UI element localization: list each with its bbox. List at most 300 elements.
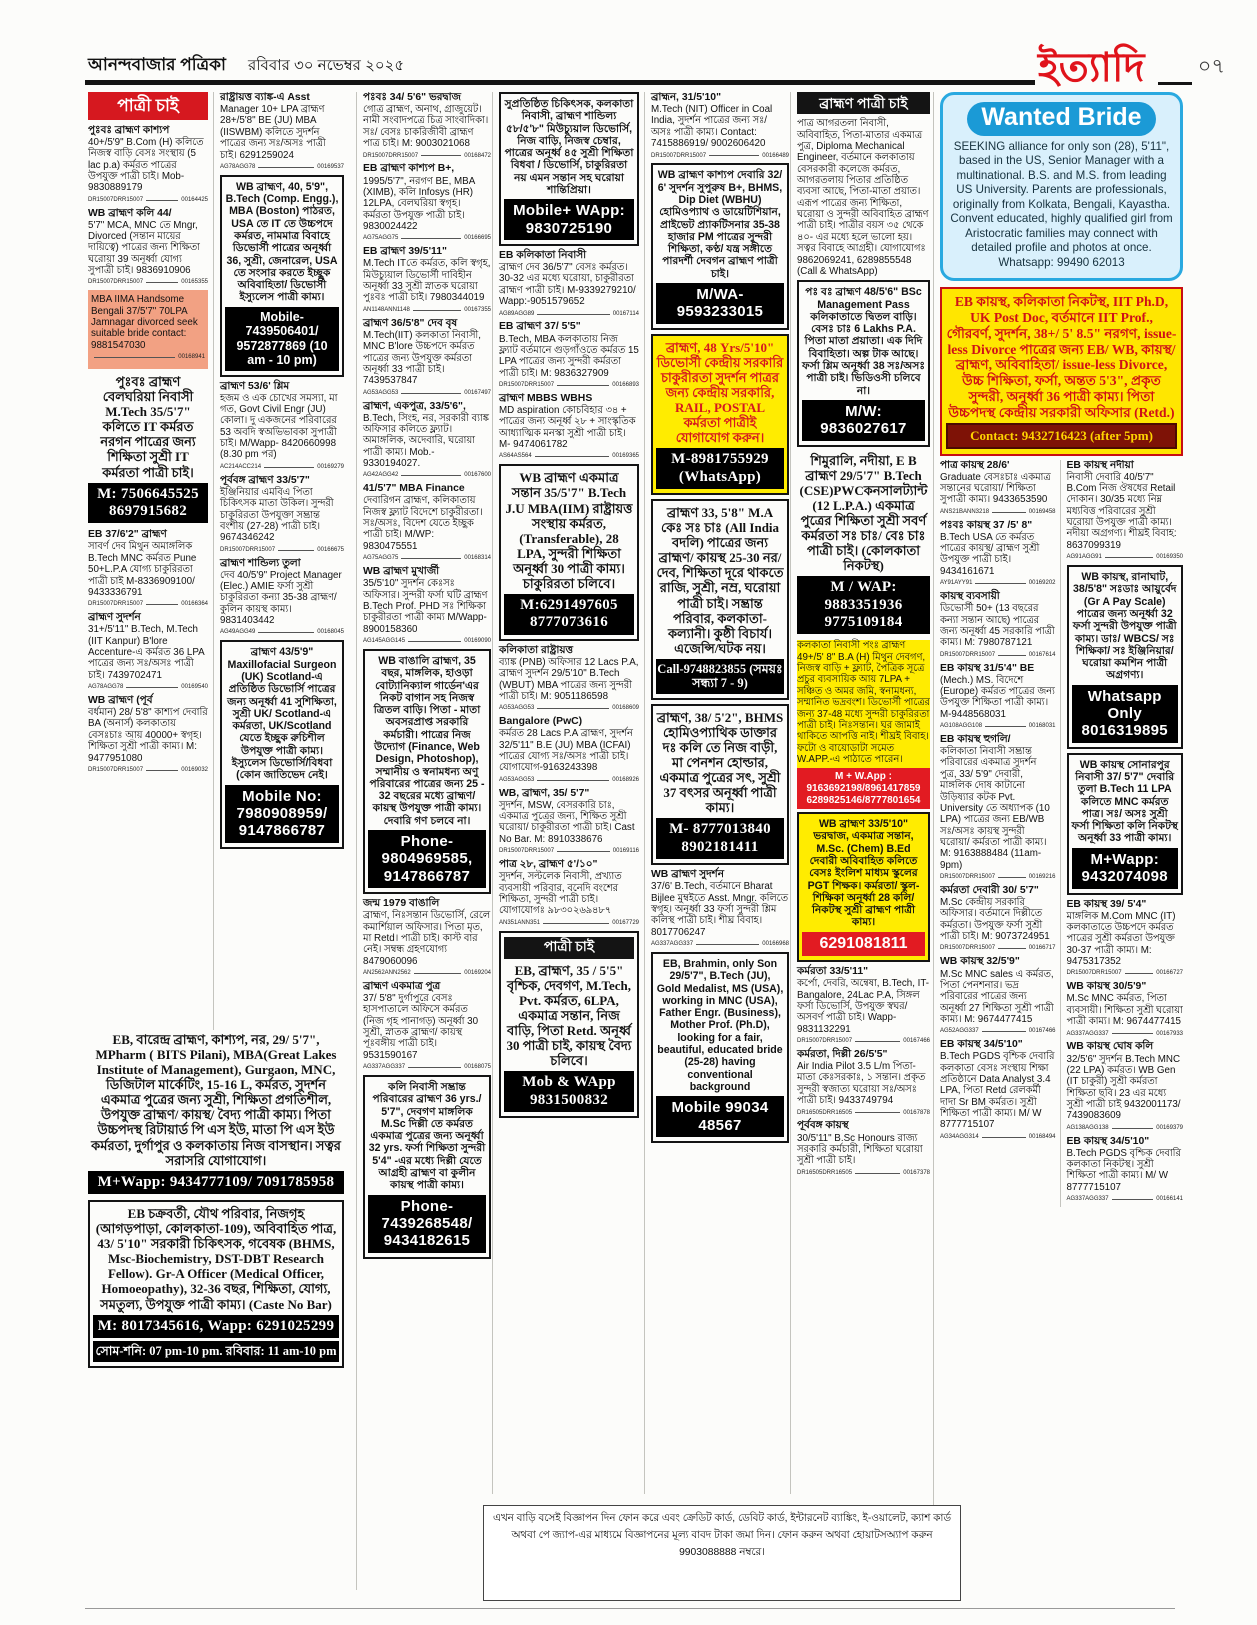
ad-text: WB ব্রাহ্মণ 33/5'10" ভরদ্বাজ, একমাত্র সন্তান, M.Sc. (Chem) B.Ed দেবারী অবিবাহিত কলিতে বেসঃ ইংলিশ মাধ্যম স্কুলের PGT শিক্ষক। কর্মরতা/ স্কুল-শিক্ষিকা অনূর্ধ্বা 28 কলি/নিকটস্থ সুশ্রী ব্রাহ্মণ পাত্রী কাম্য। xyxy=(807,818,920,929)
ad-contact-hours: সোম-শনি: 07 pm-10 pm. রবিবার: 11 am-10 pm xyxy=(93,1341,339,1362)
right-column-pair xyxy=(933,92,1183,1590)
classified-ad xyxy=(651,499,789,700)
classified-ad xyxy=(940,591,1056,658)
ad-text: ব্রাহ্মণ, নিঃসন্তান ডিভোর্সি, রেলে কমার্শিয়াল অফিসার। পিতা মৃত, মা Retd। পাত্রী চাই। কাস্ট বার নেই। সম্বন্ধ গ্রহণযোগ্য 8479060096 xyxy=(363,910,491,967)
ad-text: মাঙ্গলিক M.Com MNC (IT) কলকাতাতে উচ্চপদে কর্মরত পাত্রের সুশ্রী কর্মরতা উপযুক্ত 30-37 পাত্রী কাম্য। M: 9475317352 xyxy=(1066,910,1176,968)
ad-heading: ব্রাহ্মণ শান্ডিল্য তুলা xyxy=(220,557,301,569)
ad-contact-number: M+Wapp: 9434777109/ 7091785958 xyxy=(88,1171,344,1194)
ad-body xyxy=(499,788,639,846)
ad-code-left: DR15007DRR15007 xyxy=(88,601,144,608)
ad-code xyxy=(1067,970,1184,977)
classified-ad xyxy=(651,869,789,948)
ad-code xyxy=(499,382,639,389)
ad-code-left: DR15007DRR15007 xyxy=(651,152,707,159)
ad-code xyxy=(499,848,639,855)
classified-ad xyxy=(499,92,639,246)
ad-body xyxy=(797,1049,930,1107)
ad-code xyxy=(220,547,344,554)
ad-heading: পাত্র ২৮, ব্রাহ্মণ ৫'/১০" xyxy=(499,859,598,871)
ad-code-right: 00168926 xyxy=(612,776,639,783)
classified-ad xyxy=(499,250,639,317)
ad-code xyxy=(220,164,344,171)
ad-text: EB, ব্রাহ্মণ, 35 / 5'5" বৃশ্চিক, দেবগণ, M.Tech, Pvt. কর্মরত, 6LPA, একমাত্র সন্তান, নিজ বাড়ি, পিতা Retd. অনূর্ধ্ব 30 পাত্রী চাই, কায়স্থ বৈদ্য চলিবে। xyxy=(506,962,632,1069)
ad-code-left: AG108AGG108 xyxy=(940,723,983,730)
ad-text: B.Tech, MBA কলকাতায় নিজ ফ্ল্যাট বর্তমানে গুড়গাঁওতে কর্মরত 15 LPA পাত্রের জন্য সুন্দরী কর্মরতা পাত্রী চাই। M: 9836327909 xyxy=(499,333,639,379)
ad-code xyxy=(797,1110,930,1117)
ad-heading: কায়স্থ ব্যবসায়ী xyxy=(940,591,1000,603)
ad-code-right: 00167878 xyxy=(903,1109,930,1116)
ad-text: পাত্র আগরতলা নিবাসী, অবিবাহিত, পিতা-মাতার একমাত্র পুত্র, Diploma Mechanical Engineer, বর্তমানে কলকাতায় বেসরকারী কলেজে কর্মরত, আগরতলায় পিতার প্রতিষ্ঠিত ব্যবসা আছে, পিতা-মাতা প্রয়াত। এরূপ পাত্রের জন্য শিক্ষিতা, ঘরোয়া ও সুন্দরী অবিবাহিত ব্রাহ্মণ পাত্রী চাই। পাত্রীর বয়স ৩৫ থেকে ৪০- এর মধ্যে হলে ভালো হয়। সত্বর বিবাহে আগ্রহী। যোগাযোগঃ 9862069241, 6289855548 (Call & WhatsApp) xyxy=(797,118,929,277)
ad-code-rule xyxy=(278,550,314,551)
ad-code-left: AG337AGG337 xyxy=(1066,1196,1109,1203)
ad-body xyxy=(656,710,784,816)
ad-heading: WB কায়স্থ 30/5'9" xyxy=(1066,981,1147,993)
ad-body xyxy=(940,1039,1056,1131)
ad-code-right: 00167933 xyxy=(1156,1030,1183,1037)
ad-code-left: AG34AGG314 xyxy=(940,1133,979,1140)
ad-code xyxy=(88,767,208,774)
ad-heading: ব্রাহ্মণ MBBS WBHS xyxy=(499,392,593,404)
classified-ad xyxy=(651,163,789,329)
ad-heading: ব্রাহ্মণ 36/5'8" দেব বৃষ xyxy=(363,317,458,329)
page-number: ০৭ xyxy=(1197,55,1225,78)
ad-code-left: AG337AGG337 xyxy=(651,941,694,948)
ad-code-left: AG138AGG138 xyxy=(1066,1124,1109,1131)
ad-code-rule xyxy=(1112,1128,1154,1129)
ad-text: 37/ 5'8" দুর্গাপুরে বেসঃ হাসপাতালে অফিসে কর্মরত (নিজ গৃহ পানাগড়) অনূর্ধ্বা 30 সুশ্রী, স্নাতক ব্রাহ্মণ/ কায়স্থ পূঃবঙ্গীয় পাত্রী চাই। 9531590167 xyxy=(363,992,479,1061)
ad-code xyxy=(499,311,639,318)
ad-contact-number: M+Wapp: 9432074098 xyxy=(1072,848,1179,889)
left-column-pair xyxy=(88,92,344,1604)
ad-code xyxy=(220,629,344,636)
classified-ad xyxy=(651,952,789,1143)
ad-body xyxy=(88,1032,344,1168)
ad-code-rule xyxy=(408,1067,461,1068)
ad-code-right: 00166675 xyxy=(317,546,344,553)
classified-ad xyxy=(220,558,344,637)
classified-column xyxy=(644,92,789,1494)
classified-ad xyxy=(651,92,789,159)
ad-body xyxy=(363,566,491,635)
ad-inner-banner: পাত্রী চাই xyxy=(504,937,634,959)
ad-code-right: 00169379 xyxy=(1156,1124,1183,1131)
classified-ad xyxy=(1067,1041,1184,1131)
ad-body xyxy=(797,1120,930,1166)
ad-heading: পঃবঃ 34/ 5'6" ভরদ্বাজ xyxy=(363,92,461,103)
ad-heading: EB কায়স্থ 34/5'10" xyxy=(940,1039,1023,1051)
ad-text: EB, বারেন্দ্র ব্রাহ্মণ, কাশ্যপ, নর, 29/ 5'7", MPharm ( BITS Pilani), MBA(Great Lakes Institute of Management), Gurgaon, MNC, ডিজিটাল মার্কেটিং, 15-16 L, কর্মরত, সুদর্শন একমাত্র পুত্রের জন্য সুশ্রী, শিক্ষিতা প্রগতিশীল, উপযুক্ত ব্রাহ্মণ/ কায়স্থ/ বৈদ্য পাত্রী কাম্য। পিতা উচ্চপদস্থ রিটায়ার্ড পি এস ইউ, মাতা পি এস ইউ কর্মরতা, দুর্গাপুর ও কলকাতায় নিজ বাসস্থান। সত্বর সরাসরি যোগাযোগ। xyxy=(91,1032,341,1168)
ad-code-right: 00167466 xyxy=(903,1038,930,1045)
ad-text: EB চক্রবর্তী, যৌথ পরিবার, নিজগৃহ (আগড়পাড়া, কোলকাতা-109), অবিবাহিত পাত্র, 43/ 5'10" সরকারী চিকিৎসক, গবেষক (BHMS, Msc-Biochemistry, DST-DBT Research Fellow). Gr-A Officer (Medical Officer, Homoeopathy), 32-36 বছর, শিক্ষিতা, যোগ্য, সমতুল্য, উপযুক্ত পাত্রী কাম্য। (Caste No Bar) xyxy=(95,1206,337,1312)
ad-code-right: 00169365 xyxy=(612,453,639,460)
ad-contact-number: M: 8017345616, Wapp: 6291025299 xyxy=(93,1315,339,1338)
classified-ad xyxy=(499,931,639,1119)
ad-heading: WB ব্রাহ্মণ কলি 44/ xyxy=(88,207,172,219)
ad-text: নিবাসী দেবারি 40/5'7" B.Com নিজ ঔষধের Retail দোকান। 30/35 মধ্যে নিম্ন মধ্যবিত্ত পরিবারের সুশ্রী ঘরোয়া উপযুক্ত পাত্রী কাম্য। নদীয়া অগ্রগণ্য। শীঘ্রই বিবাহ: 8637099319 xyxy=(1066,471,1177,551)
ad-text: 37/6' B.Tech, বর্তমানে Bharat Bijlee মুম্বইতে Asst. Mngr. কলিতে স্বগৃহ। অনূর্ধ্বা 33 ফর্সা সুন্দরী শ্লিম কলিস্থ পাত্রী চাই। শীঘ্র বিবাহ। 8017706247 xyxy=(651,881,788,938)
ad-code-right: 00167729 xyxy=(612,919,639,926)
ad-code-rule xyxy=(1112,1033,1154,1034)
ad-text: WB ব্রাহ্মণ, 40, 5'9", B.Tech (Comp. Engg.), MBA (Boston) পাঠরত, USA তে IT তে উচ্চপদে কর্মরত, নামমাত্র বিবাহে ডিভোর্সী পাত্রের অনূর্ধ্বা 36, সুশ্রী, জেনারেল, USA তে সংসার করতে ইচ্ছুক অবিবাহিতা/ ডিভোর্সী ইস্যুলেস পাত্রী কাম্য। xyxy=(225,180,339,304)
ad-code-rule xyxy=(146,770,178,771)
ad-code-rule xyxy=(998,655,1026,656)
ad-body xyxy=(368,1081,486,1192)
ad-code-right: 00168314 xyxy=(464,555,491,562)
ad-code xyxy=(940,580,1056,587)
ad-code-left: AN1148ANN1148 xyxy=(363,306,410,313)
ad-code xyxy=(940,874,1056,881)
eb-kayastha-highlight-ad xyxy=(940,287,1183,455)
classified-ad xyxy=(88,208,208,287)
ad-body xyxy=(93,1206,339,1312)
classified-ad xyxy=(940,885,1056,952)
classified-ad xyxy=(1067,899,1184,978)
ad-text: Graduate বেসঃচাঃ একমাত্র সন্তানের ঘরোয়া/ শিক্ষিতা সুপাত্রী কাম্য। 9433653590 xyxy=(940,471,1051,506)
ad-code xyxy=(363,472,491,479)
ad-body xyxy=(88,208,208,277)
ad-body xyxy=(797,640,930,765)
classified-ad xyxy=(363,649,491,894)
ad-code-left: AG42AGG42 xyxy=(363,472,399,479)
ad-contact-number: Mobile No: 7980908959/ 9147866787 xyxy=(225,785,339,843)
ad-heading: রাষ্ট্রায়ত্ত ব্যাঙ্ক-এ Asst xyxy=(220,92,310,103)
ad-code-left: AG337AGG337 xyxy=(1066,1030,1109,1037)
classified-ad xyxy=(220,381,344,471)
ad-contact-number: Phone- 9804969585, 9147866787 xyxy=(368,830,486,888)
classified-ad xyxy=(88,372,208,525)
ad-body xyxy=(220,475,344,544)
ad-code-rule xyxy=(855,1041,900,1042)
ad-text: 40+/5'9" B.Com (H) কলিতে নিজস্ব বাড়ি বেসঃ সংস্থায় (5 lac p.a) কর্মরত পাত্রের উপযুক্ত পাত্রী চাই। Mob-9830889179 xyxy=(88,136,204,194)
ad-heading: EB কায়স্থ নদীয়া xyxy=(1066,459,1134,471)
ad-contact-number: M + W.App : 9163692198/8961417859 6289825146/8777801654 xyxy=(797,768,930,809)
classified-ad xyxy=(1067,753,1184,895)
ad-code-rule xyxy=(1125,973,1154,974)
ad-code-rule xyxy=(408,641,461,642)
ad-code-rule xyxy=(146,282,178,283)
section-header-banner: পাত্রী চাই xyxy=(88,92,208,120)
ad-heading: জন্ম 1979 বাঙালি xyxy=(363,898,440,910)
ad-text: ইঞ্জিনিয়ার এমবিএ পিতা চিকিৎসক মাতা উকিল। সুন্দরী চাকুরিরতা উপযুক্তা সম্ভ্রান্ত বংশীয় (27-28) পাত্রী চাই। 9674346242 xyxy=(220,486,334,544)
ad-heading: পুঃবঃ ব্রাহ্মণ কাশ্যপ xyxy=(88,124,170,136)
ad-text: M.Tech ITতে কর্মরত, কলি স্বগৃহ, মিউচ্যুয়াল ডিভোর্সী দাবিহীন অনূর্ধ্বা 33 সুশ্রী স্নাতক ঘরোয়া পুঃবঃ পাত্রী চাই। 7980344019 xyxy=(363,258,491,304)
ad-code-left: AG78AGG78 xyxy=(88,684,124,691)
ad-code-rule xyxy=(975,583,1025,584)
classified-column xyxy=(1060,460,1184,1208)
classified-ad xyxy=(797,118,930,277)
ad-code-right: 00169032 xyxy=(181,766,208,773)
ad-code-right: 00168609 xyxy=(612,705,639,712)
ad-text: ব্রাহ্মণ, 38/ 5'2", BHMS হোমিওপ্যাথিক ডাক্তার দঃ কলি তে নিজ বাড়ী, মা পেনশন হোল্ডার, একমাত্র পুত্রের সৎ, সুশ্রী 37 বৎসর অনূর্ধ্বা পাত্রী কাম্য। xyxy=(656,709,784,816)
classified-ad xyxy=(797,451,930,637)
ad-body xyxy=(499,321,639,379)
ad-heading: কর্মরতা 33/5'11" xyxy=(797,966,869,978)
classified-ad xyxy=(363,246,491,313)
ad-heading: পাত্র কায়স্থ 28/6' xyxy=(940,459,1010,471)
page-bottom-rule xyxy=(85,1608,1175,1609)
ad-heading: WB, ব্রাহ্মণ, 35/ 5'7" xyxy=(499,787,590,799)
ad-code xyxy=(940,1028,1056,1035)
ad-text: শিমুরালি, নদীয়া, E B ব্রাহ্মণ 29/5'7" B.Tech (CSE)PWCকনসালট্যান্ট (12 L.P.A.) একমাত্র পুত্রের শিক্ষিতা সুশ্রী সবর্ণ কর্মরতা সঃ চাঃ/ বেঃ চাঃ পাত্রী চাই। (কোলকাতা নিকটস্থ) xyxy=(799,452,928,574)
ad-code xyxy=(651,941,789,948)
classified-ad xyxy=(797,1049,930,1116)
ad-code xyxy=(797,1038,930,1045)
ad-body xyxy=(940,460,1056,506)
ad-code-left: AG145AGG145 xyxy=(363,638,406,645)
ad-code xyxy=(363,970,491,977)
ad-code-rule xyxy=(94,357,175,358)
classified-ad xyxy=(88,529,208,608)
ad-code-rule xyxy=(258,632,314,633)
ad-body xyxy=(1072,571,1179,682)
ad-text: M.Tech(IIT) কলকাতা নিবাসী, MNC B'lore উচ্চপদে কর্মরত পাত্রের জন্য উপযুক্ত কর্মরতা অনূর্ধ্বা 33 পাত্রী চাই। 7439537847 xyxy=(363,329,481,387)
classified-ad xyxy=(499,464,639,640)
ad-code-left: DR16505DRR16505 xyxy=(797,1109,853,1116)
ad-code-right: 00169540 xyxy=(181,684,208,691)
ad-text: কলি নিবাসী সম্ভ্রান্ত পরিবারের ব্রাহ্মণ 36 yrs./ 5'7", দেবগণ মাঙ্গলিক M.Sc দিল্লী তে কর্মরত একমাত্র পুত্রের জন্য অনূর্ধ্বা 32 yrs. ফর্সা শিক্ষিতা সুন্দরী 5'4" -এর মধ্যে দিল্লী যেতে আগ্রহী ব্রাহ্মণ বা কুলীন কায়স্থ পাত্রী কাম্য। xyxy=(368,1081,486,1192)
ad-code-rule xyxy=(982,1031,1026,1032)
ad-text: ব্রাহ্মণ দেব 36/5'7" বেসঃ কর্মরত। 30-32 এর মধ্যে ঘরোয়া, চাকুরীরতা ব্রাহ্মণ পাত্রী চাই। M-9339279210/ Wapp:-9051579652 xyxy=(499,262,636,308)
ad-code-right: 00169458 xyxy=(1028,508,1056,515)
ad-body xyxy=(1067,899,1184,968)
ad-code-right: 00164425 xyxy=(181,196,208,203)
ad-code-left: DR15007DRR15007 xyxy=(940,874,996,881)
classified-ad xyxy=(651,704,789,865)
right-pair-row xyxy=(940,460,1183,1208)
ad-code xyxy=(363,1064,491,1071)
ad-heading: EB কায়স্থ 31/5'4" BE xyxy=(940,662,1035,674)
ad-code-right: 00169216 xyxy=(1028,874,1056,881)
ad-code-right: 00166893 xyxy=(612,381,639,388)
edition-date: রবিবার ৩০ নভেম্বর ২০২৫ xyxy=(248,57,405,74)
ad-code-rule xyxy=(401,558,461,559)
ad-text: EB, Brahmin, only Son 29/5'7", B.Tech (JU), Gold Medalist, MS (USA), working in MNC (USA), Father Engr. (Business), Mother Prof. (Ph.D), looking for a fair, beautiful, educated bride (25-28) having conventional background xyxy=(656,958,784,1093)
ad-code-right: 00168031 xyxy=(1028,723,1056,730)
ad-body xyxy=(940,520,1056,578)
ad-code-right: 00166968 xyxy=(762,941,789,948)
ad-code-left: AG91AGG91 xyxy=(1066,554,1102,561)
ad-code-right: 00166364 xyxy=(181,601,208,608)
wanted-bride-title: Wanted Bride xyxy=(967,102,1155,136)
ad-heading: কলিকাতা রাষ্ট্রায়ত্ত xyxy=(499,644,573,656)
ad-body xyxy=(363,92,491,150)
ad-code xyxy=(88,279,208,286)
ad-code-rule xyxy=(264,467,314,468)
classified-ad xyxy=(940,956,1056,1035)
ad-code-left: DR15007DRR15007 xyxy=(1066,970,1122,977)
ad-code-left: ANS21BANN3218 xyxy=(940,508,990,515)
ad-code-left: DR16505DRR16505 xyxy=(797,1169,853,1176)
ad-text: বর্ধমান) 28/ 5'8" কাশ্যপ দেবারি BA (অনার্স) কলকাতায় বেসঃচাঃ আয় 40000+ স্বগৃহ। শিক্ষিতা সুশ্রী পাত্রী কাম্য। M: 9477951080 xyxy=(88,707,208,764)
ad-code xyxy=(797,1170,930,1177)
ad-text: ডিভোর্সী 50+ (13 বছরের কন্যা সন্তান আছে) পাত্রের জন্য অনূর্ধ্বা 45 সরকারি পাত্রী কাম্য। M: 7980787121 xyxy=(940,603,1055,649)
ad-code-rule xyxy=(982,1137,1026,1138)
ad-code-right: 00167497 xyxy=(464,389,491,396)
classified-ad xyxy=(499,859,639,926)
ad-body xyxy=(225,181,339,304)
eb-ad-text: EB কায়স্থ, কলিকাতা নিকটস্থ, IIT Ph.D, UK Post Doc, বর্তমানে IIT Prof., গৌরবর্ণ, সুদর্শন, 38+/ 5' 8.5" নরগণ, issue-less Divorce পাত্রের জন্য EB/ WB, কায়স্থ/ ব্রাহ্মণ, অবিবাহিতা/ issue-less Divorce, উচ্চ শিক্ষিতা, ফর্সা, অন্তত 5'3", প্রকৃত সুন্দরী, অনুর্ধ্বা 36 পাত্রী কাম্য। পিতা উচ্চপদস্থ কেন্দ্রীয় সরকারী অফিসার (Retd.) xyxy=(946,294,1177,420)
ad-text: WB ব্রাহ্মণ কাশ্যপ দেবারি 32/ 6' সুদর্শন সুপুরুষ B+, BHMS, Dip Diet (WBHU) হোমিওপ্যাথ ও ডায়েটিশিয়ান, প্রাইভেট প্র্যাকটিসনার 35-38 হাজার PM পাত্রের সুন্দরী শিক্ষিতা, কণ্ঠ/ যন্ত্র সঙ্গীতে পারদর্শী দেবগন ব্রাহ্মণ পাত্রী চাই। xyxy=(657,169,783,280)
ad-code-left: DR15007DRR15007 xyxy=(940,651,996,658)
ad-heading: ব্রাহ্মণ, একপুত্র, 33/5'6", xyxy=(363,400,466,412)
classified-ad xyxy=(88,695,208,774)
paper-name: আনন্দবাজার পত্রিকা xyxy=(88,55,226,74)
ad-code-rule xyxy=(1105,557,1153,558)
ad-code-rule xyxy=(992,512,1026,513)
classified-ad xyxy=(363,318,491,397)
ad-code-rule xyxy=(401,238,461,239)
classified-ad xyxy=(363,981,491,1071)
ad-code xyxy=(88,684,208,691)
ad-body xyxy=(656,169,784,280)
ad-code xyxy=(91,354,205,361)
ad-text: সুদর্শন, সল্টলেক নিবাসী, প্রখ্যাত ব্যবসায়ী পরিবার, বনেদি বংশের শিক্ষিতা, সুন্দরী পাত্রী চাই। যোগাযোগঃ ৯৮৩০২৬৯৪৮৭ xyxy=(499,871,622,917)
ad-code-left: AG75AGG75 xyxy=(363,235,399,242)
ad-heading: পূর্ববঙ্গ কায়স্থ xyxy=(797,1120,849,1132)
ad-code-left: AG337AGG337 xyxy=(363,1064,406,1071)
ad-body xyxy=(499,250,639,308)
ad-code-right: 00166141 xyxy=(1156,1196,1183,1203)
ad-code-left: AC214ACC214 xyxy=(220,463,262,470)
ad-code-right: 00167614 xyxy=(1028,651,1056,658)
ad-code-left: AG78AGG78 xyxy=(220,163,256,170)
ad-contact-number: M- 8777013840 8902181411 xyxy=(656,818,784,859)
ad-code-right: 00167378 xyxy=(903,1169,930,1176)
ad-code-rule xyxy=(126,687,178,688)
ad-body xyxy=(797,118,930,277)
ad-heading: ব্রাহ্মন, 31/5'10" xyxy=(651,92,722,103)
ad-body xyxy=(504,98,634,196)
ad-code xyxy=(940,509,1056,516)
ad-code-right: 00166489 xyxy=(762,152,789,159)
ad-contact-number: 6291081811 xyxy=(802,932,925,957)
ad-heading: WB কায়স্থ ঘোষ কলি xyxy=(1066,1041,1154,1053)
ad-text: B.Tech, সিংহ, নর, সরকারী ব্যাঙ্ক অফিসার কলিতে ফ্ল্যাট। অমাঙ্গলিক, অদেবারি, ঘরোয়া পাত্রী কাম্য। Mob.- 9330194027. xyxy=(363,412,489,470)
ad-code xyxy=(363,638,491,645)
ad-code-rule xyxy=(146,200,178,201)
ad-code-right: 00167355 xyxy=(464,306,491,313)
ad-body xyxy=(88,612,208,681)
classified-ad xyxy=(88,125,208,204)
classified-ad xyxy=(88,612,208,691)
ad-code-rule xyxy=(696,944,759,945)
ad-body xyxy=(88,125,208,194)
ad-body xyxy=(88,374,208,480)
ad-body xyxy=(220,558,344,627)
ad-code-rule xyxy=(535,456,610,457)
classified-ad xyxy=(88,290,208,369)
classified-column xyxy=(492,92,639,1494)
ad-code-left: AY91AYY91 xyxy=(940,580,973,587)
ad-code xyxy=(363,390,491,397)
ad-text: Manager 10+ LPA ব্রাহ্মণ 28+/5'8" BE (JU) MBA (IISWBM) কলিতে সুদর্শন পাত্রের জন্য সঃ/অসঃ পাত্রী চাই। 6291259024 xyxy=(220,104,326,161)
ad-heading: পঃবঃ কায়স্থ 37 /5' 8" xyxy=(940,519,1033,531)
ad-body xyxy=(656,958,784,1093)
ad-text: B.Tech PGDS বৃশ্চিক দেবারি কলকাতা নিকটস্থ। সুশ্রী শিক্ষিতা পাত্রী কাম্য। M/ W 8777715107 xyxy=(1066,1147,1181,1193)
ad-code-rule xyxy=(557,851,610,852)
ad-code xyxy=(1067,1031,1184,1038)
ad-text: পুঃবঃ ব্রাহ্মণ বেলঘরিয়া নিবাসী M.Tech 35/5'7" কলিতে IT কর্মরত নরগন পাত্রের জন্য শিক্ষিতা সুশ্রী IT কর্মরতা পাত্রী চাই। xyxy=(100,374,196,480)
ad-heading: 41/5'7" MBA Finance xyxy=(363,483,465,495)
classified-ad xyxy=(651,334,789,495)
ad-body xyxy=(363,246,491,304)
ad-contact-number: M/W: 9836027617 xyxy=(802,400,925,441)
ad-code xyxy=(499,705,639,712)
ad-heading: কর্মরতা, দিল্লী 26/5'5" xyxy=(797,1049,888,1060)
classified-ad xyxy=(499,716,639,783)
ad-body xyxy=(363,401,491,470)
ad-contact-number: Mobile 99034 48567 xyxy=(656,1096,784,1137)
ad-contact-number: M-8981755929 (WhatsApp) xyxy=(656,448,784,489)
ad-body xyxy=(940,734,1056,871)
section-header-banner: ব্রাহ্মণ পাত্রী চাই xyxy=(797,92,930,114)
classified-column xyxy=(940,460,1056,1208)
ad-code xyxy=(940,723,1056,730)
ad-body xyxy=(499,859,639,917)
classified-ad xyxy=(940,663,1056,730)
ad-text: ব্যাঙ্ক (PNB) অফিসার 12 Lacs P.A, ব্রাহ্মণ সুদর্শন 29/5'10" B.Tech (WBUT) MBA পাত্রের জন্য সুন্দরী পাত্রী চাই। M: 9051186598 xyxy=(499,656,639,702)
ad-text: ব্রাহ্মণ, 48 Yrs/5'10" ডিভোর্সী কেন্দ্রীয় সরকারি চাকুরীরতা সুদর্শন পাত্রর জন্য কেন্দ্রীয় সরকারি, RAIL, POSTAL কর্মরতা পাত্রীই যোগাযোগ করুন। xyxy=(656,339,784,446)
ad-code-rule xyxy=(855,1112,900,1113)
ad-code-rule xyxy=(985,726,1026,727)
ad-body xyxy=(940,885,1056,943)
classified-ad xyxy=(88,1030,344,1196)
ad-code-rule xyxy=(998,948,1026,949)
ad-code xyxy=(1067,1125,1184,1132)
ad-text: ব্রাহ্মণ 33, 5'8" M.A কেঃ সঃ চাঃ (All India বদলি) পাত্রের জন্য ব্রাহ্মণ/ কায়স্থ 25-30 নর/দেব, শিক্ষিতা দূরে থাকতে রাজি, সুশ্রী, নম্র, ঘরোয়া পাত্রী চাই। সম্ভ্রান্ত পরিবার, কলকাতা- কল্যানী। কুষ্ঠী বিচার্য। এজেন্সি/ঘটক নয়। xyxy=(656,505,784,656)
ad-code-right: 00169202 xyxy=(1028,580,1056,587)
left-pair-row xyxy=(88,92,344,1030)
classified-column xyxy=(356,92,491,1590)
ad-body xyxy=(499,393,639,451)
ad-text: দেবারিগন ব্রাহ্মণ, কলিকাতায় নিজস্ব ফ্ল্যাট বিদেশে চাকুরীরতা। সঃ/অসঃ, বিদেশ যেতে ইচ্ছুক পাত্রী চাই। M/WP: 9830475551 xyxy=(363,495,483,552)
ad-code xyxy=(363,153,491,160)
self-service-ad-notice: এখন বাড়ি বসেই বিজ্ঞাপন দিন ফোন করে এবং ক্রেডিট কার্ড, ডেবিট কার্ড, ইন্টারনেট ব্যাঙ্কিং, ই-ওয়ালেট, ক্যাশ কার্ড অথবা পে জ্যাপ-এর মাধ্যমে বিজ্ঞাপনের মূল্য বাবদ টাকা জমা দিন। ফোন করুন অথবা হোয়াটসঅ্যাপ করুন 9903088888 নম্বরে। xyxy=(483,1505,961,1601)
ad-text: M.Tech (NIT) Officer in Coal India, সুদর্শন পাত্রের জন্য সঃ/ অসঃ পাত্রী কাম্য। Contact: 7415886919/ 9002606420 xyxy=(651,104,773,150)
ad-code-left: AG52AGG337 xyxy=(940,1028,979,1035)
masthead-rule xyxy=(85,80,1035,85)
ad-code-left: AG53AGG53 xyxy=(363,389,399,396)
ad-code xyxy=(940,1134,1056,1141)
ad-body xyxy=(1067,1136,1184,1194)
ad-code-left: DR15007DRR15007 xyxy=(88,279,144,286)
ad-code xyxy=(1067,554,1184,561)
ad-body xyxy=(499,645,639,703)
ad-code xyxy=(499,777,639,784)
classified-ad xyxy=(363,898,491,977)
ad-text: (Mech.) MS. বিদেশে (Europe) কর্মরত পাত্রের জন্য উপযুক্ত শিক্ষিতা পাত্রী কাম্য। M-9448568031 xyxy=(940,674,1055,720)
ad-code-right: 00167600 xyxy=(464,472,491,479)
ad-body xyxy=(504,470,634,591)
ad-code xyxy=(651,153,789,160)
ad-body xyxy=(1072,759,1179,845)
ad-code-right: 00168472 xyxy=(464,152,491,159)
ad-heading: ব্রাহ্মণ 53/6' শ্লিম xyxy=(220,380,290,392)
ad-body xyxy=(797,453,930,574)
ad-text: সাবর্ণ দেব মিথুন অমাঙ্গলিক B.Tech MNC কর্মরত Pune 50+L.P.A যোগ্য চাকুরিরতা পাত্রী চাই M-8336909100/ 9433336791 xyxy=(88,541,197,598)
ad-code-rule xyxy=(1112,1199,1154,1200)
ad-code-rule xyxy=(414,973,462,974)
ad-code-right: 00168494 xyxy=(1028,1133,1056,1140)
ad-code-left: DR15007DRR15007 xyxy=(499,848,555,855)
ad-body xyxy=(802,286,925,397)
wanted-bride-box xyxy=(940,92,1183,281)
ad-code-left: AN351ANN351 xyxy=(499,919,541,926)
ad-heading: পূর্ববঙ্গ ব্রাহ্মণ 33/5'7" xyxy=(220,474,310,486)
ad-contact-number: Mobile+ WApp: 9830725190 xyxy=(504,199,634,240)
ad-code-rule xyxy=(998,877,1026,878)
classified-ad xyxy=(499,393,639,460)
